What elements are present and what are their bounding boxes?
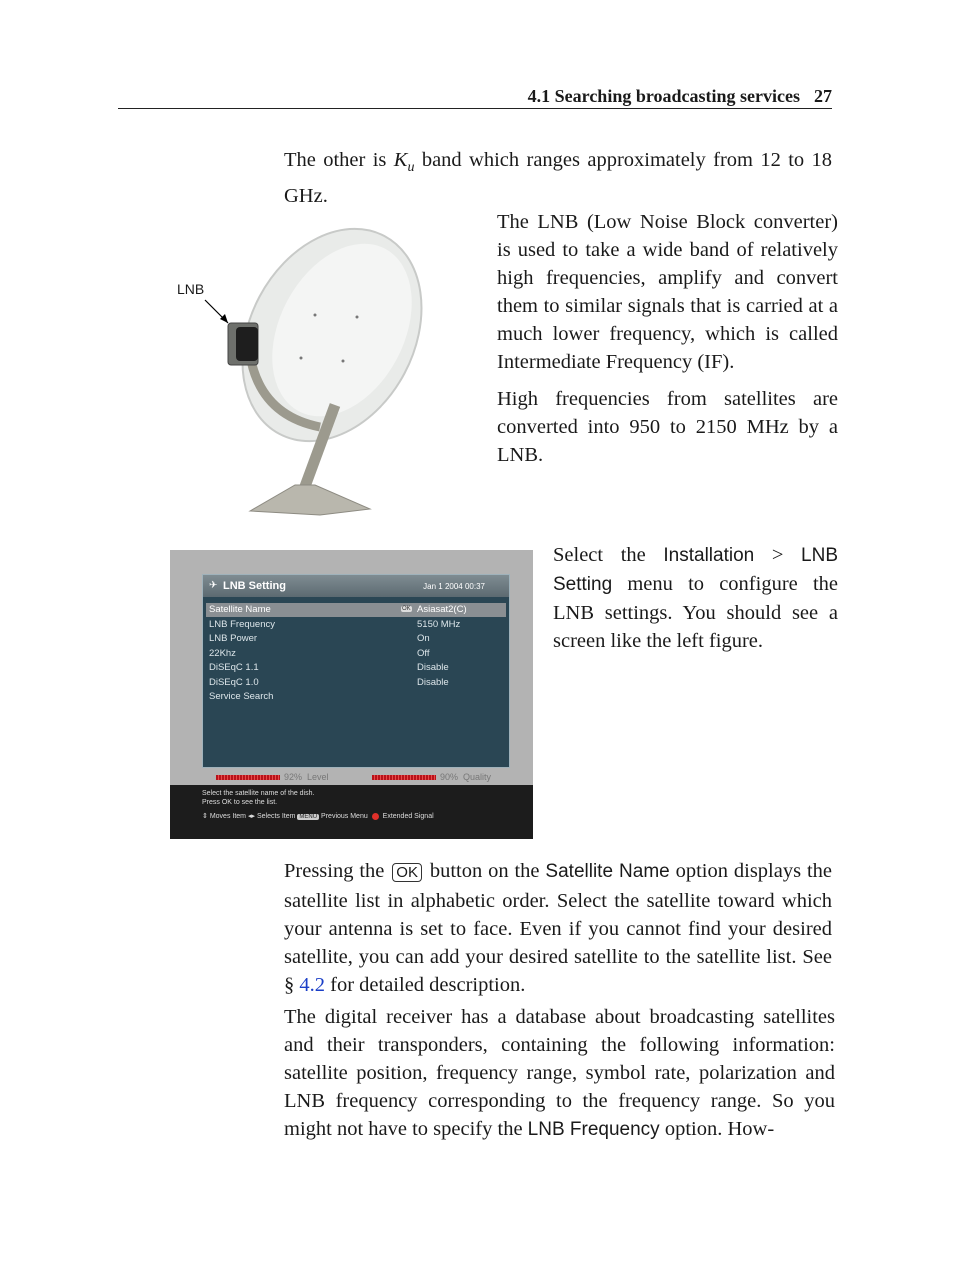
osd-window: [202, 574, 510, 768]
menu-row-22khz[interactable]: 22Khz Off: [209, 648, 430, 659]
running-head: [118, 86, 832, 109]
osd-title: LNB Setting: [223, 580, 286, 592]
menu-row-diseqc-11[interactable]: DiSEqC 1.1 Disable: [209, 662, 449, 673]
osd-date: Jan 1 2004 00:37: [423, 582, 485, 591]
satellite-icon: ✈: [209, 580, 218, 591]
section-title: 4.1 Searching broadcasting services: [527, 86, 800, 106]
menu-key-icon: MENU: [299, 814, 318, 820]
left-right-arrows-icon: ◂▸: [247, 813, 255, 820]
section-link-4-2[interactable]: 4.2: [299, 974, 325, 996]
satellite-dish-illustration: [170, 215, 450, 525]
ok-key-icon: OK: [392, 863, 422, 882]
page-number: 27: [814, 86, 832, 106]
ok-badge: OK: [402, 606, 411, 612]
signal-quality-meter: 90% Quality: [372, 772, 491, 782]
paragraph-ku-band: The other is $K_u$ band which ranges approximately from 12 to 18 GHz.: [284, 149, 833, 208]
lnb-label: LNB: [177, 281, 205, 297]
ku-symbol: $K_u$: [393, 149, 415, 176]
menu-ref-lnb-setting: LNB Setting: [553, 545, 839, 595]
lnb-pointer-arrowhead: [220, 314, 228, 323]
signal-level-bar: [216, 775, 280, 780]
up-down-arrows-icon: ⇕: [202, 813, 208, 820]
help-line-keys: ⇕ Moves Item ◂▸ Selects Item MENU Previous Menu Extended Signal: [202, 813, 434, 820]
paragraph-pressing-ok: Pressing the OK button on the Satellite Name option displays the satellite list in alphabetic order. Select the satellite toward which your antenna is set to face. Even if you cannot find your desired satellite, you can add your desired satellite to the satellite list. See § 4.2 for detailed description.: [284, 860, 832, 996]
help-line-1: Select the satellite name of the dish.: [202, 790, 315, 797]
menu-row-satellite-name[interactable]: Satellite Name OK Asiasat2(C): [206, 603, 506, 617]
help-line-2: Press OK to see the list.: [202, 799, 278, 806]
red-button-icon: [372, 813, 379, 820]
paragraph-lnb-definition: The LNB (Low Noise Block converter) is used to take a wide band of relatively high frequencies, amplify and convert them to similar signals that is carried at a much lower frequency, which is called Intermediate Frequency (IF).: [497, 211, 838, 373]
lnb-setting-screenshot: [170, 550, 533, 839]
paragraph-database: The digital receiver has a database about broadcasting satellites and their transponders, containing the following information: satellite position, frequency range, symbol rate, polarization and LNB frequency corresponding to the frequency range. So you might not have to specify the LNB Frequency option. How-: [284, 1006, 835, 1140]
menu-row-service-search[interactable]: Service Search: [209, 691, 274, 702]
option-ref-satellite-name: Satellite Name: [545, 861, 670, 882]
menu-row-diseqc-10[interactable]: DiSEqC 1.0 Disable: [209, 677, 449, 688]
osd-title-bar: [203, 575, 509, 597]
menu-row-lnb-power[interactable]: LNB Power On: [209, 633, 430, 644]
signal-level-meter: 92% Level: [216, 772, 329, 782]
osd-help-bar: [170, 785, 533, 839]
menu-row-lnb-frequency[interactable]: LNB Frequency 5150 MHz: [209, 619, 461, 630]
option-ref-lnb-frequency: LNB Frequency: [527, 1119, 660, 1140]
signal-quality-bar: [372, 775, 436, 780]
paragraph-lnb-conversion: High frequencies from satellites are converted into 950 to 2150 MHz by a LNB.: [497, 388, 838, 466]
paragraph-select-installation: Select the Installation > LNB Setting menu to configure the LNB settings. You should see a screen like the left figure.: [553, 544, 839, 652]
menu-ref-installation: Installation: [663, 545, 755, 566]
dish-base: [250, 485, 370, 515]
